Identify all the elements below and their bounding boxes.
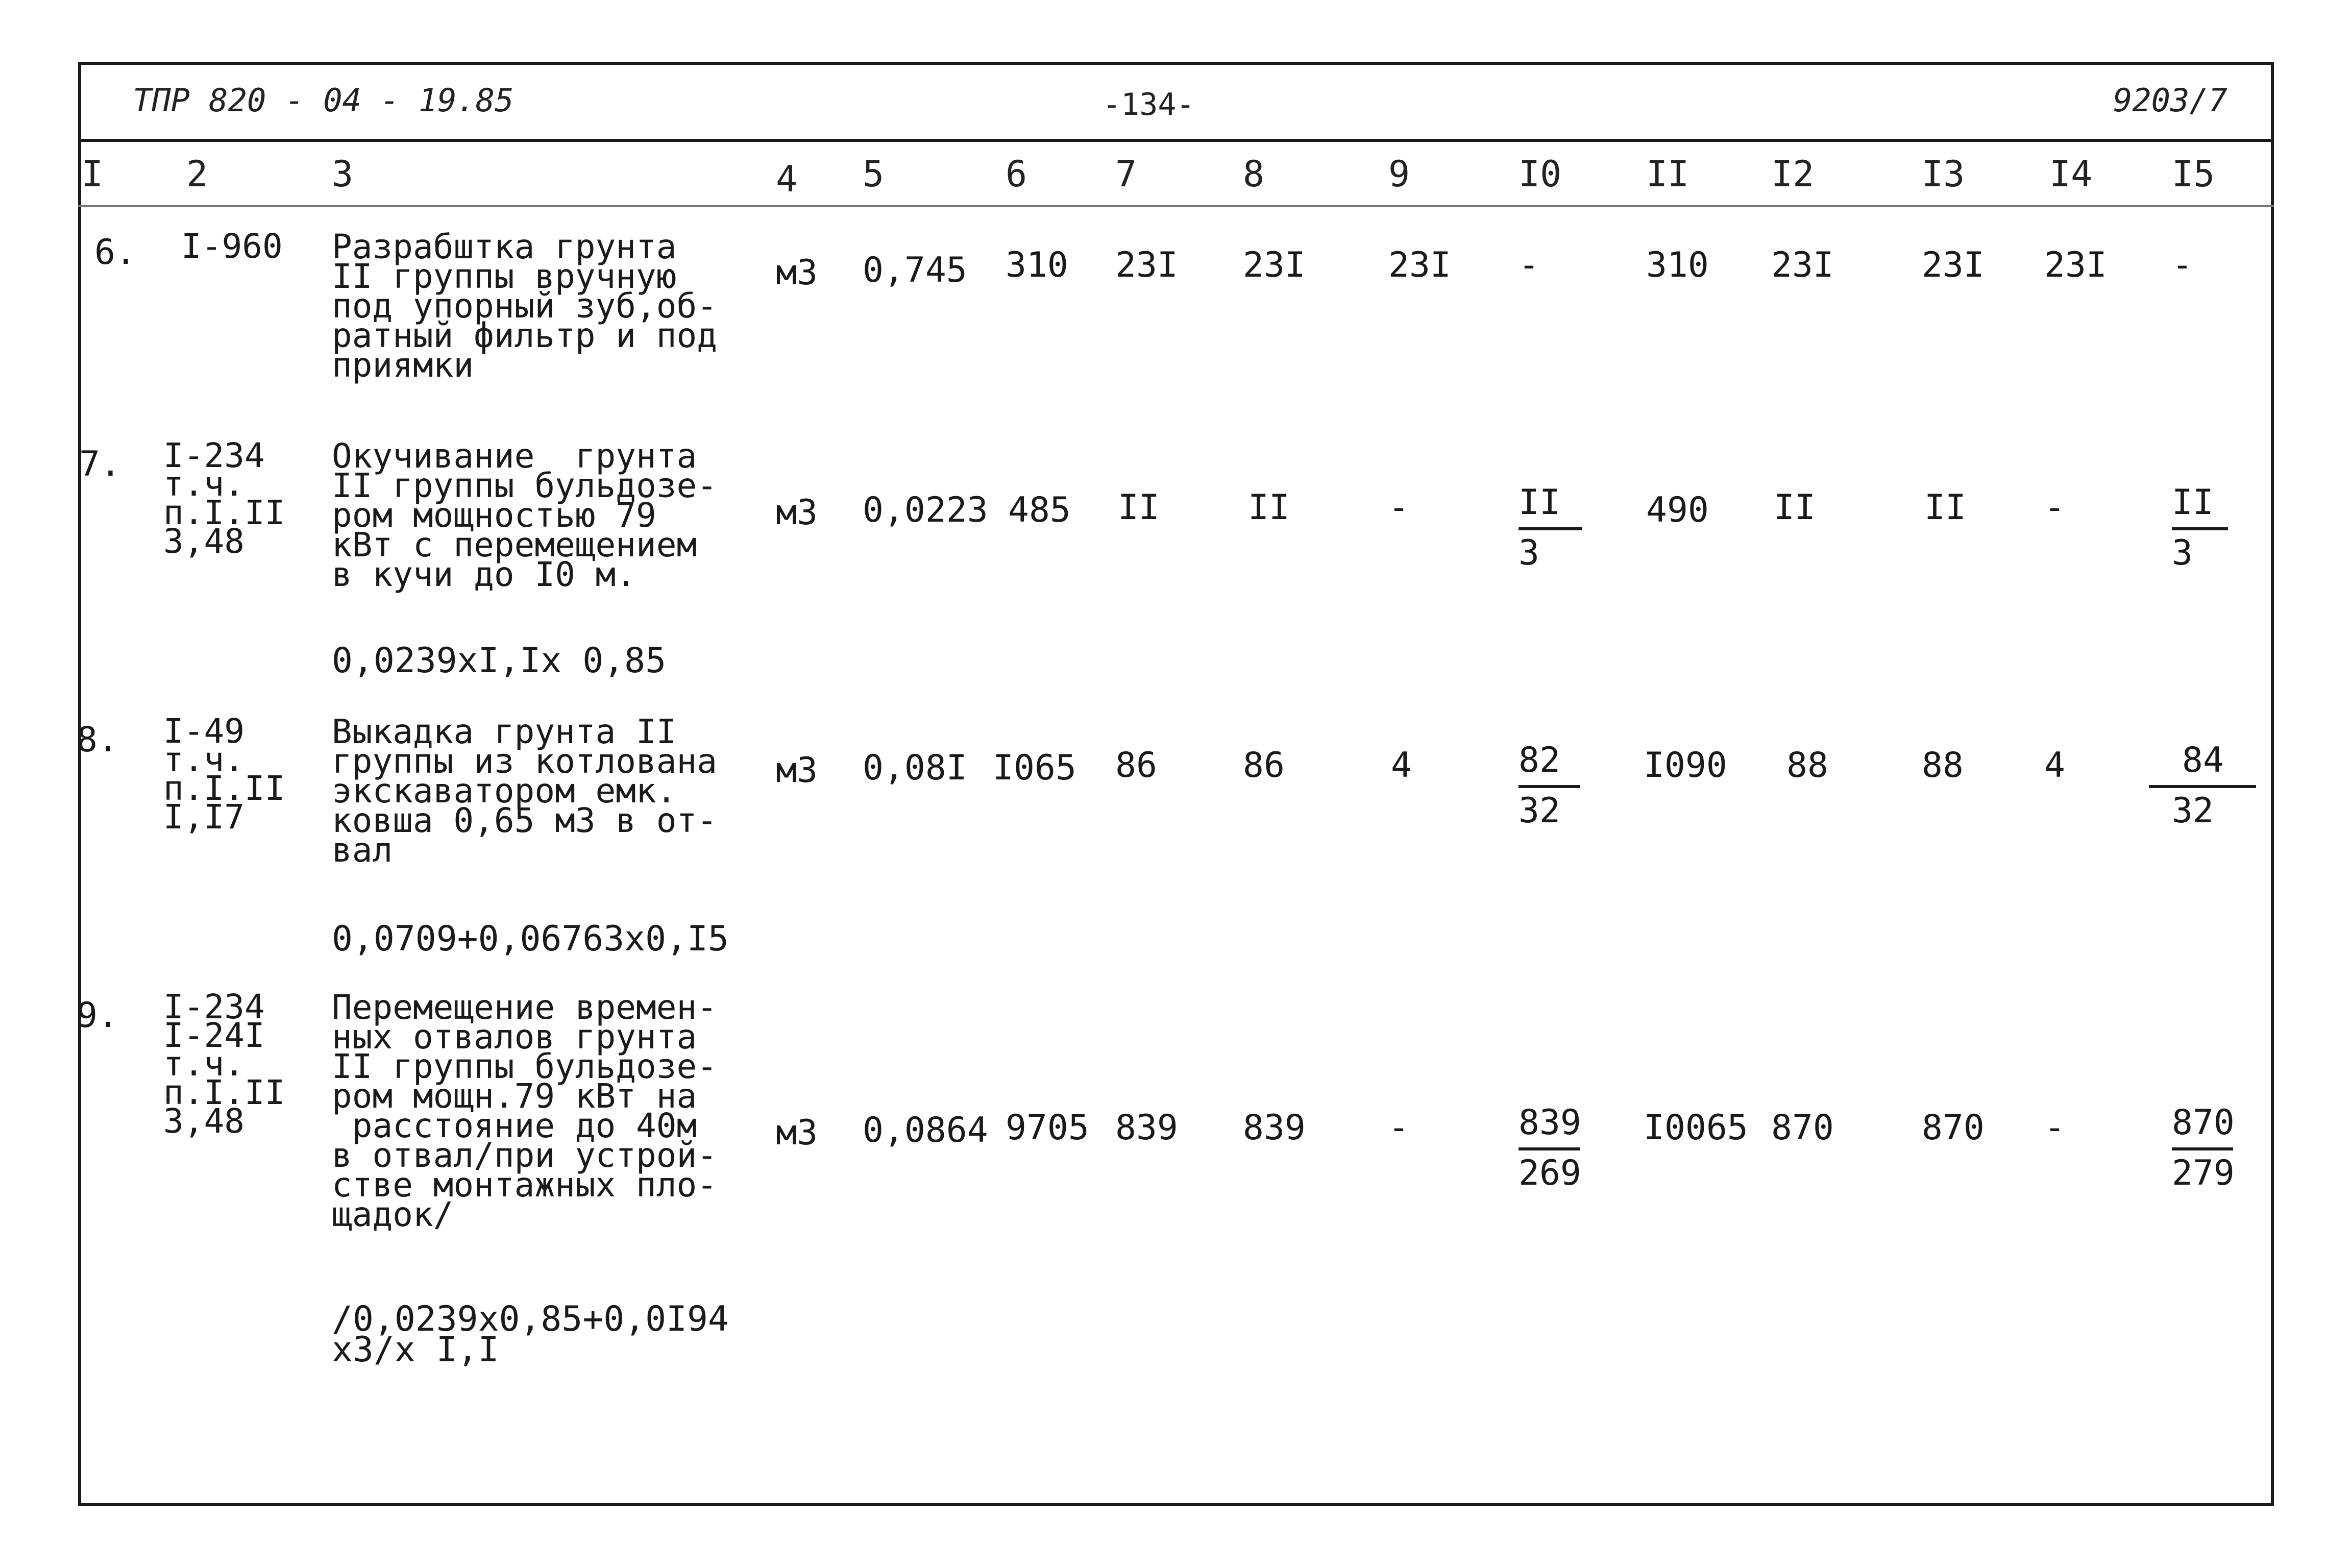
row-description: Выкадка грунта II группы из котлована экскаватором емк. ковша 0,65 м3 в от- вал: [332, 712, 717, 870]
cell-c7: 86: [1115, 745, 1157, 786]
fraction-denominator: 3: [1519, 533, 1539, 573]
cell-c7: II: [1118, 487, 1160, 528]
cell-c10: -: [1519, 245, 1539, 285]
cell-c7: 839: [1115, 1108, 1178, 1148]
column-header-13: I3: [1922, 153, 1965, 195]
cell-c7: 23I: [1115, 245, 1178, 285]
row-unit: м3: [776, 253, 818, 293]
column-header-11: II: [1646, 153, 1689, 195]
row-reference: I-234 т.ч. п.I.II 3,48: [163, 436, 285, 561]
cell-c10-fraction: [1519, 740, 1585, 831]
cell-c11: 490: [1646, 490, 1709, 530]
cell-c9: 4: [1391, 745, 1412, 786]
row-reference: I-234 I-24I т.ч. п.I.II 3,48: [163, 987, 285, 1141]
cell-c8: 839: [1243, 1108, 1306, 1148]
fraction-bar: [2172, 1147, 2233, 1150]
doc-code: ТПР 820 - 04 - 19.85: [133, 82, 514, 119]
row-unit: м3: [776, 750, 818, 791]
cell-c5: 0,0223: [863, 490, 988, 530]
cell-c11: I090: [1644, 745, 1727, 786]
column-header-10: I0: [1519, 153, 1562, 195]
cell-c11: I0065: [1644, 1108, 1748, 1148]
column-header-9: 9: [1388, 153, 1410, 195]
cell-c8: II: [1248, 487, 1290, 528]
column-header-3: 3: [332, 153, 354, 195]
column-header-1: I: [82, 153, 104, 195]
cell-c12: 88: [1786, 745, 1828, 786]
sheet-code: 9203/7: [2113, 82, 2227, 119]
cell-c6: 310: [1006, 245, 1068, 285]
row-description: Разрабштка грунта II группы вручную под упорный зуб,об- ратный фильтр и под приямки: [332, 227, 717, 385]
cell-c13: 88: [1922, 745, 1964, 786]
fraction-denominator: 32: [2172, 791, 2214, 831]
cell-c13: II: [1924, 487, 1966, 528]
row-unit: м3: [776, 1113, 818, 1153]
cell-c14: -: [2044, 487, 2065, 528]
row-number: 7.: [79, 444, 121, 484]
cell-c5: 0,08I: [863, 748, 967, 788]
cell-c13: 870: [1922, 1108, 1985, 1148]
cell-c6: 485: [1008, 490, 1071, 530]
row-unit: м3: [776, 493, 818, 533]
cell-c15: -: [2172, 245, 2193, 285]
cell-c14: 4: [2044, 745, 2065, 786]
cell-c15-fraction: [2172, 740, 2259, 831]
cell-c6: I065: [993, 748, 1076, 788]
cell-c10-fraction: [1519, 1102, 1585, 1193]
fraction-numerator: 82: [1519, 740, 1560, 780]
cell-c10-fraction: [1519, 482, 1585, 573]
row-formula: /0,0239x0,85+0,0I94 x3/x I,I: [332, 1299, 729, 1370]
cell-c8: 86: [1243, 745, 1285, 786]
row-description: Окучивание грунта II группы бульдозе- ром мощностью 79 кВт с перемещением в кучи до I0 м.: [332, 436, 717, 594]
row-number: 6.: [94, 232, 136, 273]
fraction-denominator: 269: [1519, 1153, 1581, 1193]
column-header-12: I2: [1771, 153, 1815, 195]
fraction-bar: [1519, 527, 1582, 530]
fraction-numerator: II: [1519, 482, 1560, 523]
fraction-denominator: 32: [1519, 791, 1560, 831]
column-header-15: I5: [2172, 153, 2215, 195]
fraction-numerator: 839: [1519, 1102, 1581, 1143]
row-number: 9.: [77, 995, 118, 1036]
page-number: -134-: [1103, 87, 1195, 122]
cell-c9: -: [1388, 1108, 1409, 1148]
fraction-numerator: 84: [2182, 740, 2224, 780]
cell-c8: 23I: [1243, 245, 1306, 285]
cell-c15-fraction: [2172, 482, 2233, 573]
cell-c13: 23I: [1922, 245, 1985, 285]
column-header-2: 2: [186, 153, 208, 195]
cell-c9: -: [1388, 487, 1409, 528]
cell-c14: -: [2044, 1108, 2065, 1148]
row-description: Перемещение времен- ных отвалов грунта II группы бульдозе- ром мощн.79 кВт на расстояние до 40м в отвал/при устрой- стве монтажных пло- щадок/: [332, 988, 717, 1234]
cell-c5: 0,0864: [863, 1110, 988, 1150]
cell-c9: 23I: [1388, 245, 1451, 285]
fraction-numerator: 870: [2172, 1102, 2235, 1143]
row-reference: I-49 т.ч. п.I.II I,I7: [163, 712, 285, 837]
cell-c15-fraction: [2172, 1102, 2238, 1193]
column-header-divider: [78, 205, 2274, 207]
fraction-denominator: 3: [2172, 533, 2193, 573]
column-header-8: 8: [1243, 153, 1265, 195]
column-header-4: 4: [776, 158, 798, 200]
header-divider: [78, 139, 2274, 142]
fraction-numerator: II: [2172, 482, 2214, 523]
fraction-bar: [2172, 527, 2228, 530]
column-header-6: 6: [1006, 153, 1027, 195]
row-formula: 0,0709+0,06763x0,I5: [332, 919, 729, 959]
column-header-14: I4: [2049, 153, 2093, 195]
column-header-7: 7: [1115, 153, 1137, 195]
cell-c11: 310: [1646, 245, 1709, 285]
column-header-5: 5: [863, 153, 885, 195]
cell-c12: 870: [1771, 1108, 1834, 1148]
cell-c6: 9705: [1006, 1108, 1089, 1148]
cell-c12: II: [1774, 487, 1816, 528]
cell-c12: 23I: [1771, 245, 1834, 285]
row-number: 8.: [77, 720, 118, 760]
fraction-bar: [1519, 1147, 1580, 1150]
fraction-denominator: 279: [2172, 1153, 2235, 1193]
row-formula: 0,0239xI,Ix 0,85: [332, 641, 667, 681]
cell-c14: 23I: [2044, 245, 2107, 285]
row-reference: I-960: [181, 227, 283, 266]
cell-c5: 0,745: [863, 250, 967, 290]
fraction-bar: [1519, 785, 1580, 788]
fraction-bar: [2149, 785, 2256, 788]
